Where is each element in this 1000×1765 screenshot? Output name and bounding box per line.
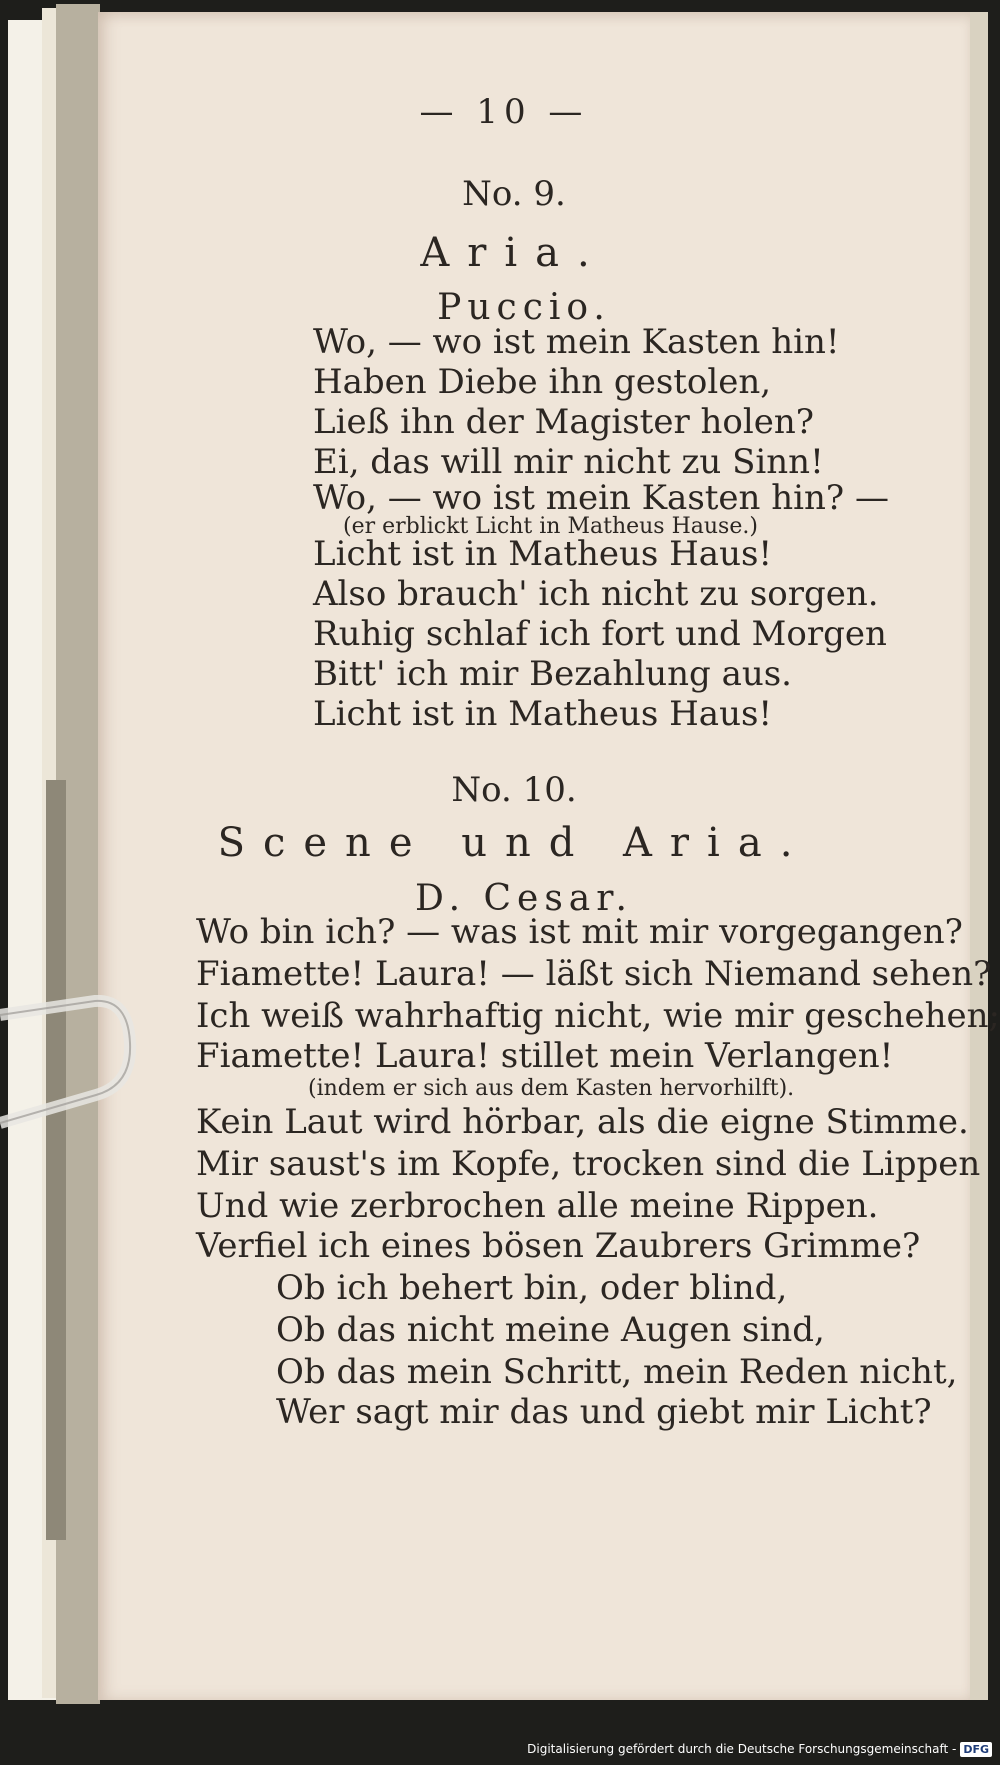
verse-line: Haben Diebe ihn gestolen, [313,362,772,402]
verse-line: Ob das mein Schritt, mein Reden nicht, [276,1352,958,1392]
verse-line: Wo, — wo ist mein Kasten hin! [313,322,840,362]
stage-direction: (er erblickt Licht in Matheus Hause.) [343,514,758,539]
verse-line: Ließ ihn der Magister holen? [313,402,815,442]
book-page [98,12,1000,1700]
verse-line: Kein Laut wird hörbar, als die eigne Stimme. [196,1102,969,1142]
verse-line: Fiamette! Laura! — läßt sich Niemand sehen? [196,954,992,994]
verse-line: Wer sagt mir das und giebt mir Licht? [276,1392,932,1432]
page-stack-shadow [46,780,66,1540]
verse-line: Ich weiß wahrhaftig nicht, wie mir geschehen; [196,996,1000,1036]
section-title: Aria. [420,230,608,276]
footer-text: Digitalisierung gefördert durch die Deutsche Forschungsgemeinschaft - [527,1742,957,1756]
speaker-name: Puccio. [437,287,611,328]
verse-line: Mir saust's im Kopfe, trocken sind die Lippen [196,1144,981,1184]
verse-line: Licht ist in Matheus Haus! [313,534,773,574]
verse-line: Ob das nicht meine Augen sind, [276,1310,825,1350]
section-title: Scene und Aria. [217,820,811,866]
verse-line: Verfiel ich eines bösen Zaubrers Grimme? [196,1226,921,1266]
section-number: No. 9. [462,174,566,214]
section-number: No. 10. [451,770,577,810]
verse-line: Wo bin ich? — was ist mit mir vorgegangen? [196,912,963,952]
verse-line: Bitt' ich mir Bezahlung aus. [313,654,792,694]
verse-line: Ei, das will mir nicht zu Sinn! [313,442,824,482]
verse-line: Und wie zerbrochen alle meine Rippen. [196,1186,879,1226]
verse-line: Also brauch' ich nicht zu sorgen. [313,574,879,614]
book-right-edge [970,12,988,1700]
verse-line: Ruhig schlaf ich fort und Morgen [313,614,887,654]
speaker-name: D. Cesar. [415,878,633,919]
verse-line: Licht ist in Matheus Haus! [313,694,773,734]
paper-clip-icon [0,995,150,1145]
verse-line: Wo, — wo ist mein Kasten hin? — [313,478,889,518]
dfg-logo: DFG [960,1742,992,1757]
page-number: — 10 — [419,92,589,132]
footer-credit [527,1739,992,1759]
stage-direction: (indem er sich aus dem Kasten hervorhilft). [308,1076,795,1101]
verse-line: Ob ich behert bin, oder blind, [276,1268,788,1308]
verse-line: Fiamette! Laura! stillet mein Verlangen! [196,1036,894,1076]
